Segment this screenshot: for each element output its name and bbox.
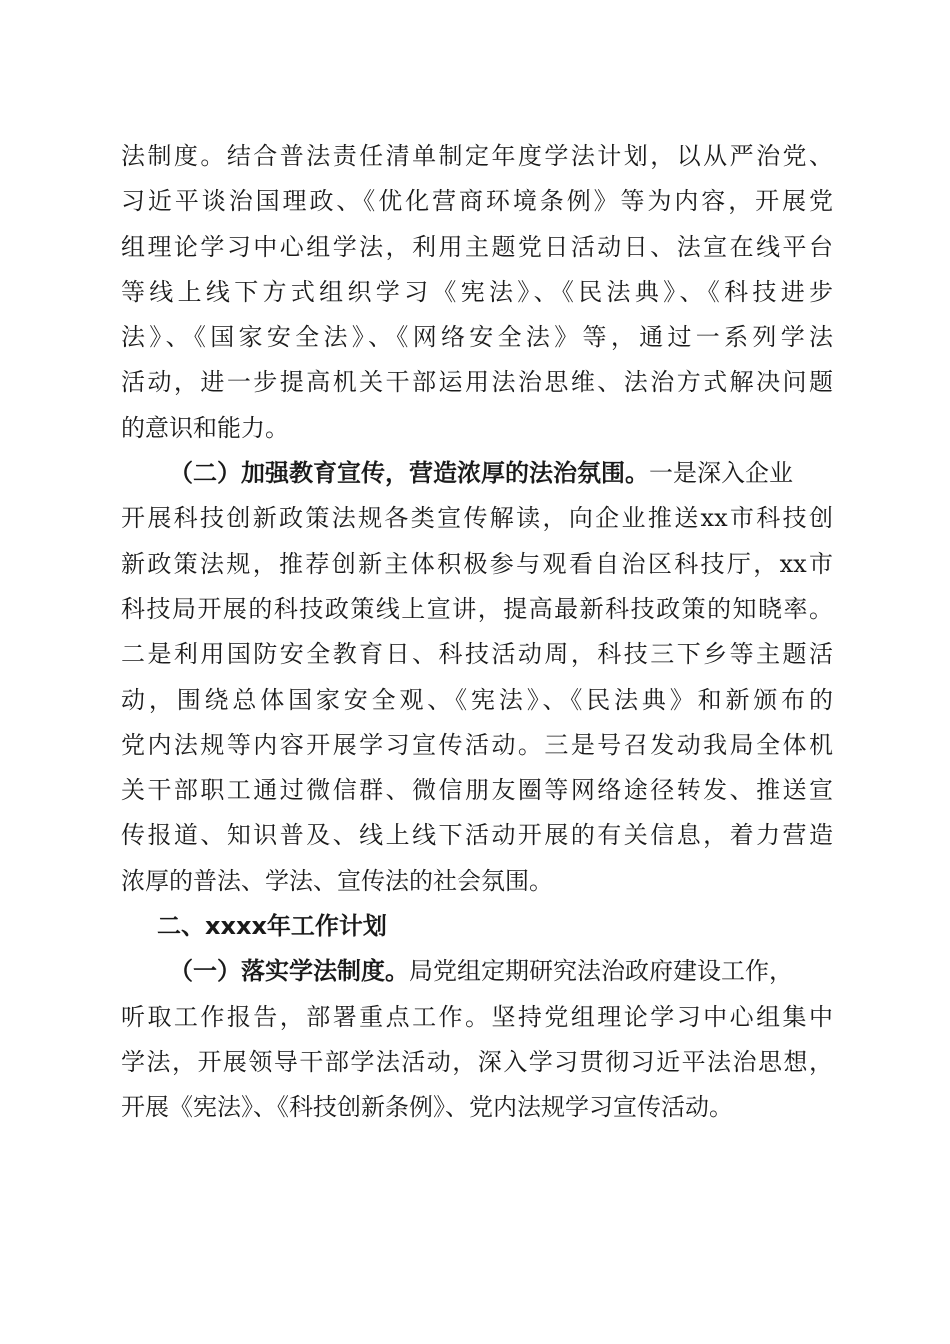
text-line: 习近平谈治国理政、《优化营商环境条例》等为内容，开展党 — [121, 187, 833, 216]
text-line: 动，围绕总体国家安全观、《宪法》、《民法典》和新颁布的 — [121, 685, 833, 714]
text-line: 浓厚的普法、学法、宣传法的社会氛围。 — [121, 866, 553, 895]
document-body — [121, 134, 833, 1131]
subheading: （一）落实学法制度。 — [169, 957, 409, 986]
text-line: 开展科技创新政策法规各类宣传解读，向企业推送xx市科技创 — [121, 504, 833, 533]
text-span: 一是深入企业 — [649, 459, 793, 488]
text-line: 组理论学习中心组学法，利用主题党日活动日、法宣在线平台 — [121, 232, 833, 261]
text-line: 听取工作报告，部署重点工作。坚持党组理论学习中心组集中 — [121, 1002, 833, 1031]
text-line: 开展《宪法》、《科技创新条例》、党内法规学习宣传活动。 — [121, 1093, 733, 1122]
text-line: 活动，进一步提高机关干部运用法治思维、法治方式解决问题 — [121, 368, 833, 397]
text-line: 党内法规等内容开展学习宣传活动。三是号召发动我局全体机 — [121, 730, 833, 759]
text-line: 学法，开展领导干部学法活动，深入学习贯彻习近平法治思想， — [121, 1047, 833, 1076]
text-line: 传报道、知识普及、线上线下活动开展的有关信息，着力营造 — [121, 821, 833, 850]
text-span: 局党组定期研究法治政府建设工作， — [409, 957, 793, 986]
text-line: 新政策法规，推荐创新主体积极参与观看自治区科技厅，xx市 — [121, 549, 833, 578]
subheading: （二）加强教育宣传，营造浓厚的法治氛围。 — [169, 459, 649, 488]
text-line: 的意识和能力。 — [121, 413, 289, 442]
text-line: 关干部职工通过微信群、微信朋友圈等网络途径转发、推送宣 — [121, 776, 833, 805]
text-line: 二是利用国防安全教育日、科技活动周，科技三下乡等主题活 — [121, 640, 833, 669]
text-line: 法制度。结合普法责任清单制定年度学法计划，以从严治党、 — [121, 142, 833, 170]
text-line: 法》、《国家安全法》、《网络安全法》等，通过一系列学法 — [121, 323, 833, 352]
section-lead-line — [121, 451, 833, 496]
text-line: 等线上线下方式组织学习《宪法》、《民法典》、《科技进步 — [121, 277, 833, 306]
section-lead-line — [121, 949, 833, 994]
section-heading: 二、xxxx年工作计划 — [157, 912, 387, 941]
text-line: 科技局开展的科技政策线上宣讲，提高最新科技政策的知晓率。 — [121, 594, 833, 623]
